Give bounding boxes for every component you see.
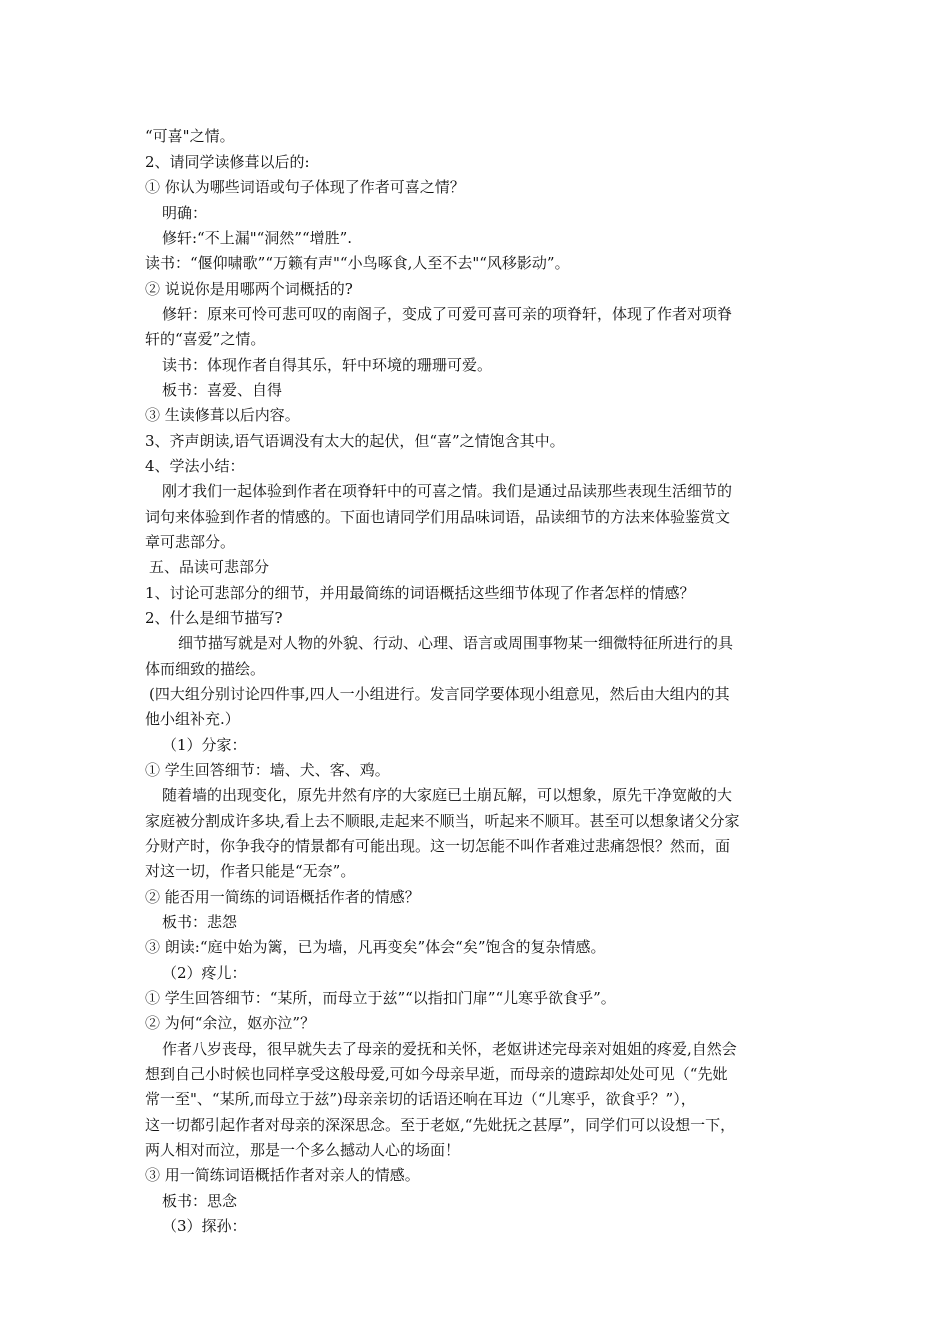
text-line: 章可悲部分。 <box>145 533 236 551</box>
text-line: 分财产时，你争我夺的情景都有可能出现。这一切怎能不叫作者难过悲痛怨恨？然而，面 <box>145 837 731 855</box>
text-line: ③ 用一简练词语概括作者对亲人的情感。 <box>145 1166 420 1184</box>
text-line: 3、齐声朗读,语气语调没有太大的起伏，但“喜”之情饱含其中。 <box>145 432 565 450</box>
text-line: ① 学生回答细节：“某所，而母立于兹”“以指扣门扉”“儿寒乎欲食乎”。 <box>145 989 616 1007</box>
text-line: ② 说说你是用哪两个词概括的? <box>145 280 353 298</box>
text-line: 这一切都引起作者对母亲的深深思念。至于老妪,“先妣抚之甚厚”，同学们可以设想一下， <box>145 1116 736 1134</box>
text-line: 2、请同学读修葺以后的: <box>145 153 310 171</box>
text-line: ② 为何“余泣，妪亦泣”？ <box>145 1014 316 1032</box>
text-line: 明确： <box>162 204 208 222</box>
text-line: （1）分家： <box>162 736 247 754</box>
text-line: 他小组补充.） <box>145 710 240 728</box>
text-line: (四大组分别讨论四件事,四人一小组进行。发言同学要体现小组意见，然后由大组内的其 <box>149 685 730 703</box>
text-line: 2、什么是细节描写? <box>145 609 283 627</box>
text-line: 板书：喜爱、自得 <box>162 381 283 399</box>
text-line: （2）疼儿： <box>162 964 247 982</box>
text-line: 修轩：原来可怜可悲可叹的南阁子，变成了可爱可喜可亲的项脊轩，体现了作者对项脊 <box>162 305 733 323</box>
text-line: 两人相对而泣，那是一个多么撼动人心的场面！ <box>145 1141 461 1159</box>
text-line: 词句来体验到作者的情感的。下面也请同学们用品味词语，品读细节的方法来体验鉴赏文 <box>145 508 731 526</box>
text-line: 修轩:“不上漏"“洞然”“增胜”. <box>162 229 353 247</box>
text-line: ① 你认为哪些词语或句子体现了作者可喜之情？ <box>145 178 465 196</box>
text-line: 刚才我们一起体验到作者在项脊轩中的可喜之情。我们是通过品读那些表现生活细节的 <box>162 482 733 500</box>
text-line: ③ 朗读:“庭中始为篱，已为墙，凡再变矣”体会“矣”饱含的复杂情感。 <box>145 938 606 956</box>
text-line: 想到自己小时候也同样享受这般母爱,可如今母亲早逝，而母亲的遗踪却处处可见（“先妣 <box>145 1065 728 1083</box>
text-line: 对这一切，作者只能是“无奈”。 <box>145 862 356 880</box>
text-line: 读书：体现作者自得其乐，轩中环境的珊珊可爱。 <box>162 356 493 374</box>
text-line: 板书：悲怨 <box>162 913 238 931</box>
text-line: 轩的“喜爱”之情。 <box>145 330 266 348</box>
text-line: 常一至"、“某所,而母立于兹”)母亲亲切的话语还响在耳边（“儿寒乎，欲食乎？”）， <box>145 1090 696 1108</box>
text-line: ③ 生读修葺以后内容。 <box>145 406 300 424</box>
text-line: 板书：思念 <box>162 1192 238 1210</box>
text-line: ① 学生回答细节：墙、犬、客、鸡。 <box>145 761 390 779</box>
text-line: “可喜"之情。 <box>145 127 235 145</box>
text-line: 1、讨论可悲部分的细节，并用最简练的词语概括这些细节体现了作者怎样的情感？ <box>145 584 695 602</box>
text-line: 体而细致的描绘。 <box>145 660 266 678</box>
text-line: 随着墙的出现变化，原先井然有序的大家庭已土崩瓦解，可以想象，原先干净宽敞的大 <box>162 786 733 804</box>
section-heading: 五、品读可悲部分 <box>149 558 270 576</box>
text-line: 家庭被分割成许多块,看上去不顺眼,走起来不顺当，听起来不顺耳。甚至可以想象诸父分家 <box>145 812 740 830</box>
text-line: ② 能否用一简练的词语概括作者的情感？ <box>145 888 420 906</box>
text-line: 作者八岁丧母，很早就失去了母亲的爱抚和关怀，老妪讲述完母亲对姐姐的疼爱,自然会 <box>162 1040 737 1058</box>
text-line: （3）探孙： <box>162 1217 247 1235</box>
text-line: 细节描写就是对人物的外貌、行动、心理、语言或周围事物某一细微特征所进行的具 <box>178 634 734 652</box>
text-line: 读书：“偃仰啸歌”“万籁有声"“小鸟啄食,人至不去"“风移影动”。 <box>145 254 570 272</box>
text-line: 4、学法小结： <box>145 457 245 475</box>
